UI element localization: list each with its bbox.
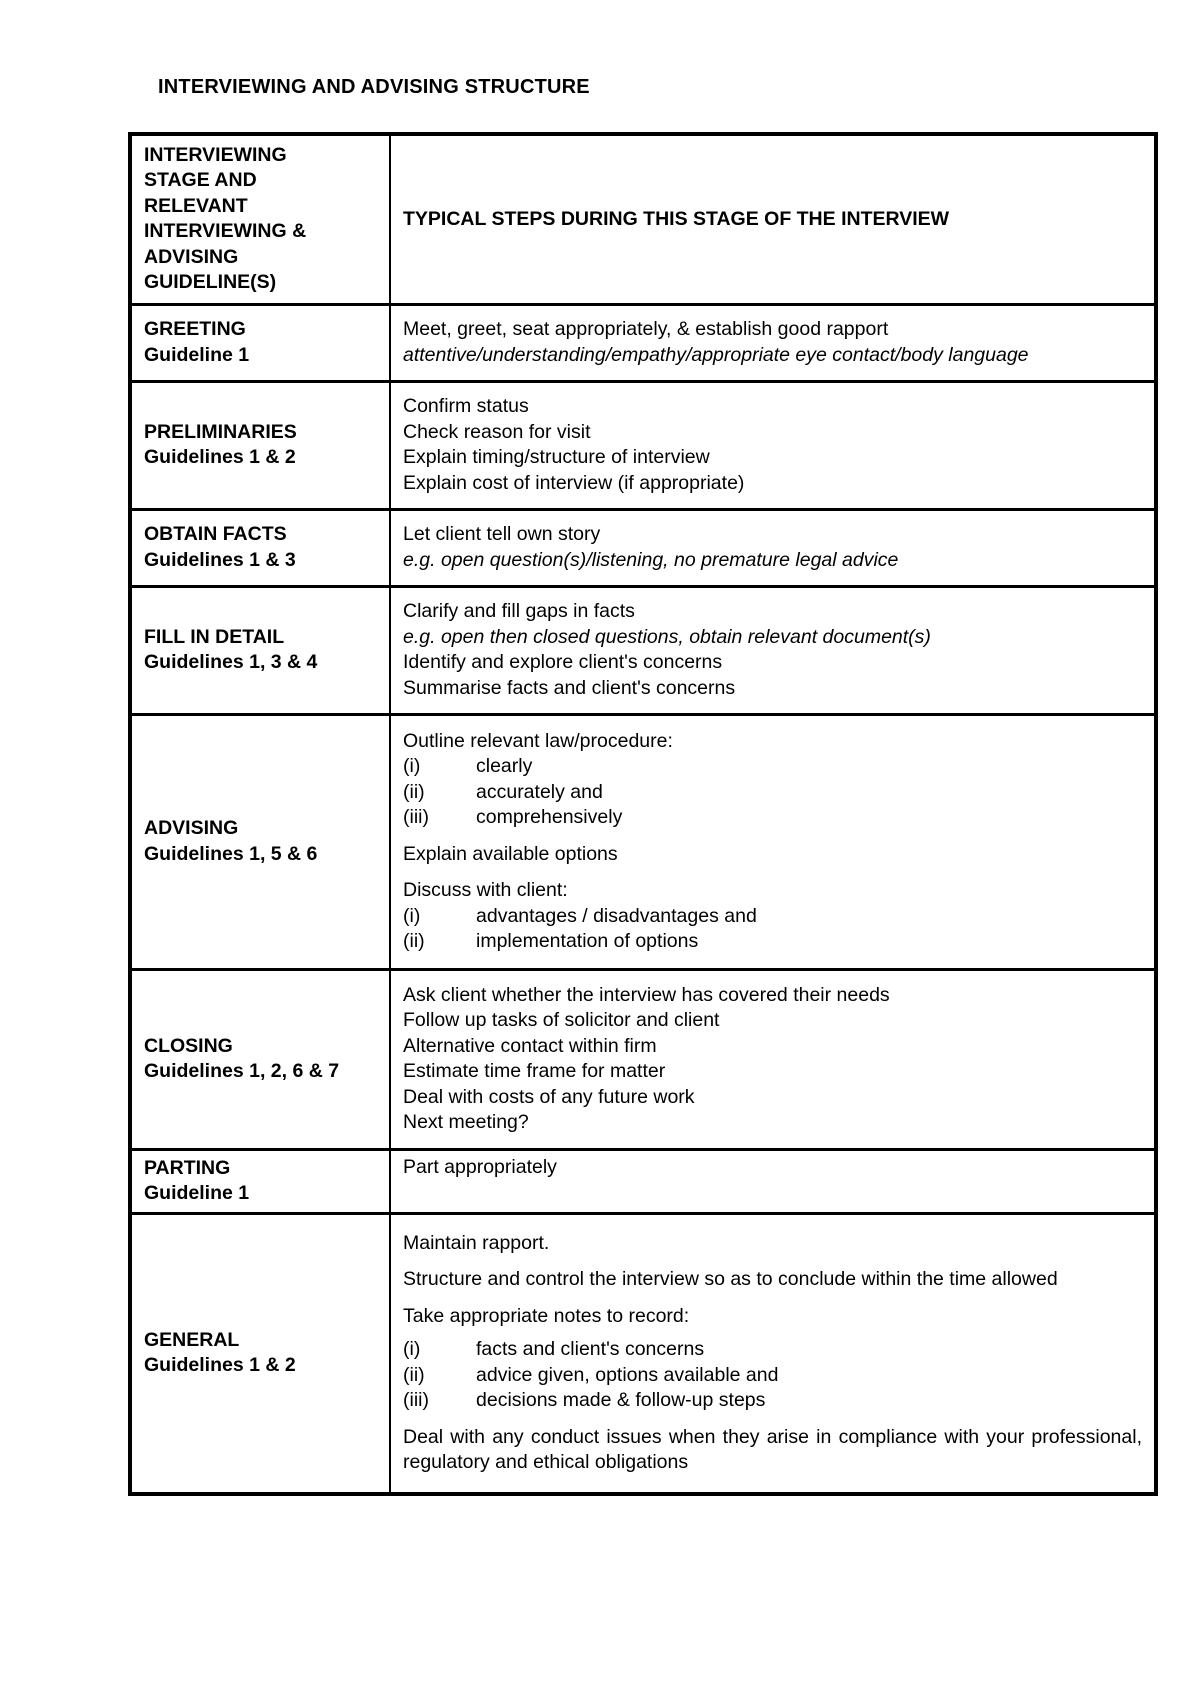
stage-cell <box>130 304 390 381</box>
enum-number: (iii) <box>403 806 429 828</box>
enum-text: facts and client's concerns <box>476 1338 705 1361</box>
steps-cell <box>390 1213 1156 1494</box>
step-line: Estimate time frame for matter <box>403 1060 666 1082</box>
enum-number: (iii) <box>403 1389 429 1412</box>
step-line: Next meeting? <box>403 1111 529 1133</box>
table-row-general <box>130 1213 1156 1494</box>
step-line: Discuss with client: <box>403 879 568 901</box>
stage-guideline: Guideline 1 <box>144 343 250 366</box>
enum-item <box>403 805 1142 831</box>
steps-cell <box>390 1149 1156 1213</box>
stage-guideline: Guidelines 1 & 2 <box>144 1354 296 1377</box>
table-row-preliminaries <box>130 381 1156 509</box>
table-row-obtain-facts <box>130 509 1156 586</box>
stage-guideline: Guidelines 1 & 2 <box>144 446 296 468</box>
stage-name: CLOSING <box>144 1034 233 1057</box>
steps-cell <box>390 969 1156 1149</box>
step-line: Maintain rapport. <box>403 1231 550 1254</box>
table-row-fill-in-detail <box>130 586 1156 714</box>
discuss-block <box>403 878 1142 955</box>
stage-name: PRELIMINARIES <box>144 420 297 443</box>
stage-cell <box>130 381 390 509</box>
table-row-greeting <box>130 304 1156 381</box>
step-line: Explain timing/structure of interview <box>403 446 710 468</box>
step-line: Alternative contact within firm <box>403 1034 657 1057</box>
stage-guideline: Guidelines 1, 3 & 4 <box>144 651 318 673</box>
enum-item <box>403 929 1142 955</box>
stage-cell <box>130 1149 390 1213</box>
step-line: Meet, greet, seat appropriately, & establish good rapport <box>403 318 889 340</box>
header-left-line: GUIDELINE(S) <box>144 271 277 294</box>
enum-item <box>403 1337 1142 1363</box>
enum-number: (i) <box>403 904 421 927</box>
step-line: Summarise facts and client's concerns <box>403 676 736 699</box>
outline-block <box>403 729 1142 831</box>
stage-cell <box>130 714 390 969</box>
enum-item <box>403 904 1142 930</box>
step-line: Explain cost of interview (if appropriate) <box>403 471 745 494</box>
stage-cell <box>130 509 390 586</box>
header-left-line: RELEVANT <box>144 194 248 217</box>
stage-name: FILL IN DETAIL <box>144 625 285 648</box>
stage-name: GENERAL <box>144 1328 240 1351</box>
enum-text: comprehensively <box>476 806 623 828</box>
stage-cell <box>130 1213 390 1494</box>
steps-cell <box>390 381 1156 509</box>
notes-block <box>403 1304 1142 1414</box>
stage-guideline: Guidelines 1 & 3 <box>144 548 296 571</box>
step-line: Outline relevant law/procedure: <box>403 729 673 752</box>
enum-text: accurately and <box>476 780 603 803</box>
header-left-line: INTERVIEWING <box>144 143 287 166</box>
enum-number: (i) <box>403 755 421 777</box>
enum-text: clearly <box>476 755 533 777</box>
step-line: Structure and control the interview so as to conclude within the time allowed <box>403 1268 1058 1291</box>
structure-table <box>128 132 1158 1496</box>
step-line: Confirm status <box>403 395 529 417</box>
enum-number: (ii) <box>403 930 425 952</box>
enum-item <box>403 754 1142 780</box>
table-row-closing <box>130 969 1156 1149</box>
stage-guideline: Guidelines 1, 2, 6 & 7 <box>144 1060 340 1082</box>
stage-name: ADVISING <box>144 817 239 839</box>
enum-item <box>403 1388 1142 1414</box>
step-line-italic: attentive/understanding/empathy/appropriate eye contact/body language <box>403 343 1029 366</box>
steps-cell <box>390 714 1156 969</box>
step-line: Let client tell own story <box>403 523 601 545</box>
document-title: INTERVIEWING AND ADVISING STRUCTURE <box>158 76 590 98</box>
step-line: Check reason for visit <box>403 420 591 443</box>
steps-cell <box>390 586 1156 714</box>
step-line-italic: e.g. open then closed questions, obtain relevant document(s) <box>403 625 931 648</box>
steps-cell <box>390 509 1156 586</box>
stage-guideline: Guideline 1 <box>144 1182 250 1204</box>
table-header-row <box>130 134 1156 304</box>
step-line: Part appropriately <box>403 1155 557 1178</box>
stage-name: OBTAIN FACTS <box>144 523 287 545</box>
enum-number: (ii) <box>403 1363 425 1386</box>
header-left-cell <box>130 134 390 304</box>
steps-cell <box>390 304 1156 381</box>
enum-text: advantages / disadvantages and <box>476 904 757 927</box>
enum-text: implementation of options <box>476 930 699 952</box>
table-row-parting <box>130 1149 1156 1213</box>
step-line: Explain available options <box>403 842 618 865</box>
step-line: Clarify and fill gaps in facts <box>403 600 635 622</box>
table-row-advising <box>130 714 1156 969</box>
header-right-cell: TYPICAL STEPS DURING THIS STAGE OF THE INTERVIEW <box>390 134 1156 304</box>
step-line: Take appropriate notes to record: <box>403 1304 690 1327</box>
enum-number: (i) <box>403 1338 421 1361</box>
header-left-line: STAGE AND <box>144 169 257 192</box>
stage-name: GREETING <box>144 318 246 340</box>
stage-cell <box>130 969 390 1149</box>
stage-name: PARTING <box>144 1156 231 1179</box>
enum-text: decisions made & follow-up steps <box>476 1389 766 1412</box>
enum-item <box>403 780 1142 806</box>
enum-item <box>403 1363 1142 1389</box>
enum-text: advice given, options available and <box>476 1363 779 1386</box>
step-line: Identify and explore client's concerns <box>403 651 723 673</box>
step-line: Ask client whether the interview has covered their needs <box>403 983 890 1006</box>
header-left-line: ADVISING <box>144 245 239 268</box>
enum-number: (ii) <box>403 780 425 803</box>
step-line-italic: e.g. open question(s)/listening, no premature legal advice <box>403 548 899 571</box>
stage-guideline: Guidelines 1, 5 & 6 <box>144 842 318 865</box>
step-line: Follow up tasks of solicitor and client <box>403 1009 720 1031</box>
step-line: Deal with costs of any future work <box>403 1085 695 1108</box>
conduct-paragraph: Deal with any conduct issues when they arise in compliance with your professional, regulatory and ethical obligations <box>403 1425 1142 1474</box>
stage-cell <box>130 586 390 714</box>
header-left-line: INTERVIEWING & <box>144 220 307 243</box>
